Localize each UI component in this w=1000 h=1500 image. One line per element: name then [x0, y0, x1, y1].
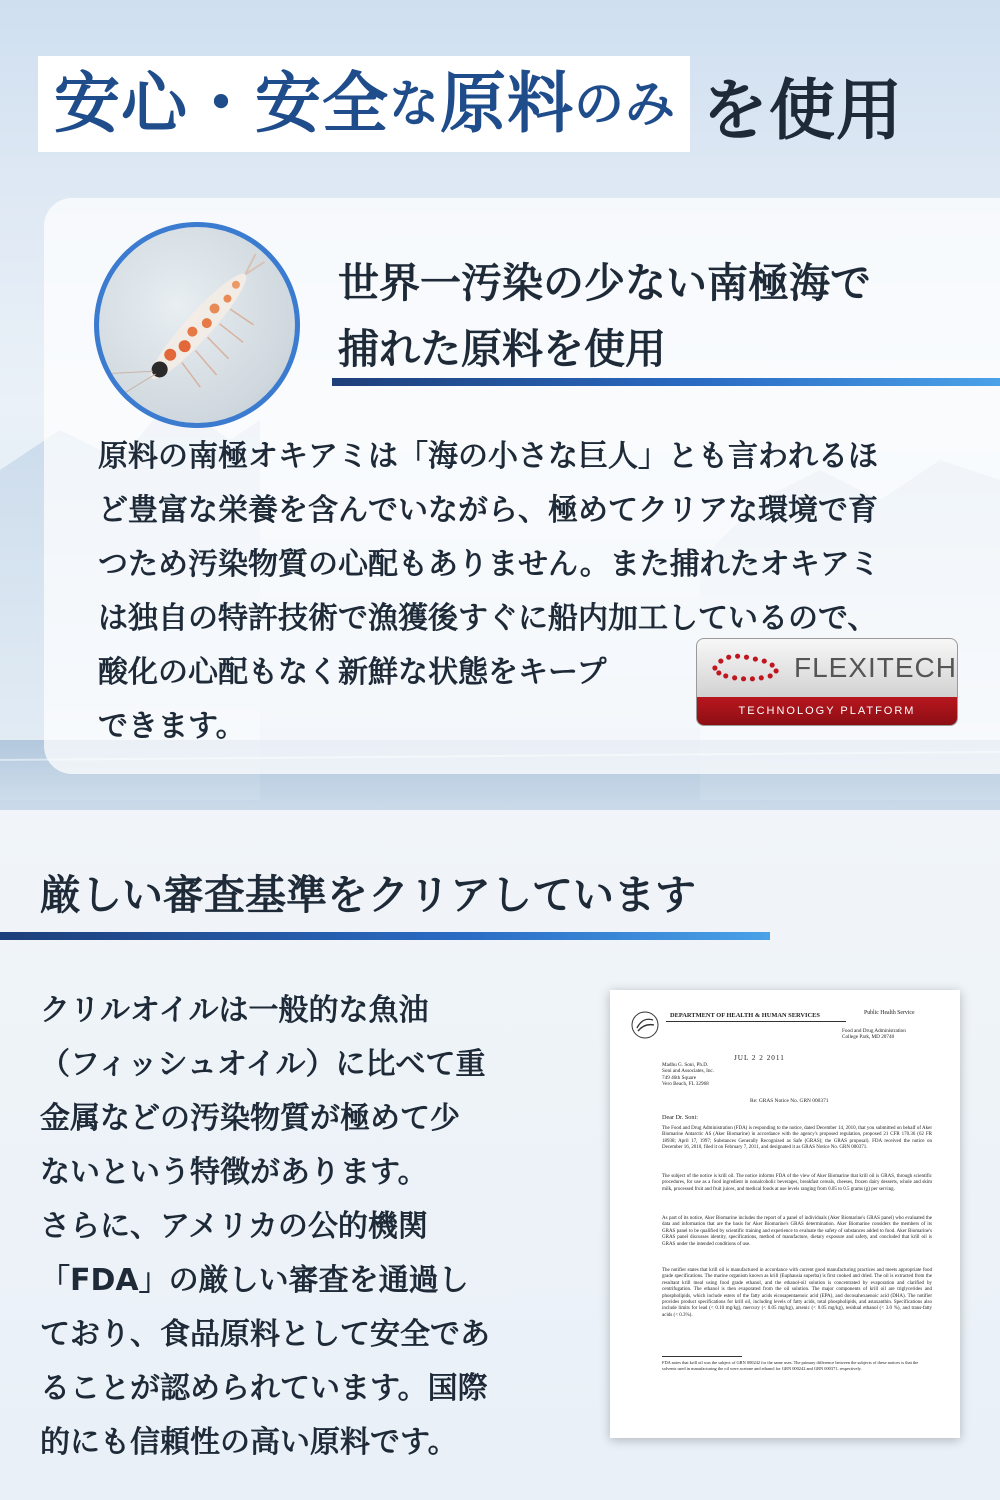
flexitech-brand: FLEXITECH: [793, 652, 957, 683]
card-body-line: つため汚染物質の心配もありません。また捕れたオキアミ: [98, 547, 880, 582]
card-body-line: できます。: [98, 709, 246, 744]
flexitech-logo-icon: [707, 648, 786, 688]
letter-department: DEPARTMENT OF HEALTH & HUMAN SERVICES: [670, 1012, 820, 1019]
letter-recipient: Madhu G. Soni, Ph.D. Soni and Associates, Inc. 749 46th Square Vero Beach, FL 32968: [662, 1062, 715, 1088]
card-title: [338, 250, 978, 382]
card-title-line1: 世界一汚染の少ない南極海で: [338, 259, 871, 307]
section2-body-line: 「FDA」の厳しい審査を通過し: [40, 1263, 469, 1298]
letter-paragraph: As part of its notice, Aker Biomarine includes the report of a panel of individuals (Aker Biomarine's GRAS panel) who evaluated the data and information that are the basis for Aker Biomarine's GRAS determination. Aker Biomarine considers the members of its GRAS panel to be qualified by scientific training and experience to evaluate the safety of substances added to food. Aker Biomarine's GRAS panel discusses identity, specifications, method of manufacture, dietary exposure and safety, and concluded that krill oil is GRAS under the intended conditions of use.: [662, 1216, 932, 1247]
letter-footnote: FDA notes that krill oil was the subject of GRN 000242 for the same uses. The primary difference between the subjects of these notices is that the solvents used in manufacturing the oil were acetone and ethanol for GRN 000242 and GRN 000371, respectively.: [662, 1360, 919, 1371]
letter-paragraph: The notifier states that krill oil is manufactured in accordance with current good manufacturing practices and meets appropriate food grade specifications. The marine organism known as krill (Euphausia superba) is first cooked and dried. The oil is extracted from the resultant krill meal using food grade ethanol, and the ethanol-oil solution is concentrated by evaporation and clarified by centrifugation. The ethanol is then evaporated from the oil solution. The major components of krill oil are triglycerides and phospholipids, which include esters of the fatty acids eicosapentaenoic acid (EPA), and docosahexaenoic acid (DHA). The notifier provides product specifications for krill oil, including levels of fatty acids, total phospholipids, and astaxanthin. Specifications also include limits for lead (< 0.10 mg/kg), mercury (< 0.05 mg/kg), arsenic (< 0.05 mg/kg), residual ethanol (< 3.0 %), and trans-fatty acids (< 0.3%).: [662, 1268, 932, 1318]
section2-body-line: 的にも信頼性の高い原料です。: [40, 1425, 458, 1460]
flexitech-badge: [696, 638, 958, 726]
section2-underline: [0, 932, 770, 940]
headline-part3: 原料: [440, 65, 574, 142]
krill-icon: [99, 227, 295, 423]
letter-paragraph: The subject of the notice is krill oil. The notice informs FDA of the view of Aker Biomarine that krill oil is GRAS, through scientific procedures, for use as a food ingredient in nonalcoholic beverages, breakfast cereals, cheeses, frozen dairy desserts, whole and skim milk, processed fruit and fruit juices, and medical foods at use levels ranging from 0.05 to 0.5 grams (g) per serving.: [662, 1174, 932, 1192]
section2-body-text: [40, 984, 540, 1470]
headline-part2: な: [389, 75, 440, 133]
headline-highlight: [38, 56, 690, 152]
krill-photo: [94, 222, 300, 428]
flexitech-tagline: TECHNOLOGY PLATFORM: [697, 697, 957, 725]
card-body-line: 酸化の心配もなく新鮮な状態をキープ: [98, 655, 607, 690]
letter-salutation: Dear Dr. Soni:: [662, 1114, 698, 1121]
section2-body-line: （フィッシュオイル）に比べて重: [40, 1047, 486, 1082]
card-body-line: ど豊富な栄養を含んでいながら、極めてクリアな環境で育: [98, 493, 878, 528]
letter-re: Re: GRAS Notice No. GRN 000371: [750, 1098, 829, 1104]
letter-date: JUL 2 2 2011: [734, 1054, 785, 1062]
letter-fda-address: Food and Drug Administration College Park, MD 20740: [842, 1028, 906, 1041]
section2-body-line: クリルオイルは一般的な魚油: [40, 993, 429, 1028]
hhs-seal-icon: [630, 1010, 660, 1040]
section2-body-line: ないという特徴があります。: [40, 1155, 428, 1190]
fda-letter-image: [610, 990, 960, 1438]
letter-service: Public Health Service: [864, 1010, 915, 1016]
section2-body-line: 金属などの汚染物質が極めて少: [40, 1101, 460, 1136]
card-title-underline: [332, 378, 1000, 386]
card-body-line: は独自の特許技術で漁獲後すぐに船内加工しているので、: [98, 601, 878, 636]
headline-part5: を使用: [702, 71, 903, 149]
section2-title: 厳しい審査基準をクリアしています: [40, 871, 696, 919]
letter-paragraph: The Food and Drug Administration (FDA) is responding to the notice, dated December 14, 2010, that you submitted on behalf of Aker Biomarine Antarctic AS (Aker Biomarine) in accordance with the agency's proposed regulation, proposed 21 CFR 170.36 (62 FR 18938; April 17, 1997; Substances Generally Recognized as Safe (GRAS); the GRAS proposal). FDA received the notice on December 16, 2010, filed it on February 7, 2011, and designated it as GRAS Notice No. GRN 000371.: [662, 1126, 932, 1151]
section2-body-line: ており、食品原料として安全であ: [40, 1317, 490, 1352]
section2-body-line: さらに、アメリカの公的機関: [40, 1209, 428, 1244]
headline-part1: 安心・安全: [54, 65, 389, 142]
main-headline: [38, 56, 903, 152]
card-title-line2: 捕れた原料を使用: [338, 325, 666, 373]
section2-body-line: ることが認められています。国際: [40, 1371, 488, 1406]
headline-part4: のみ: [574, 75, 676, 133]
card-body-line: 原料の南極オキアミは「海の小さな巨人」とも言われるほ: [98, 439, 878, 474]
